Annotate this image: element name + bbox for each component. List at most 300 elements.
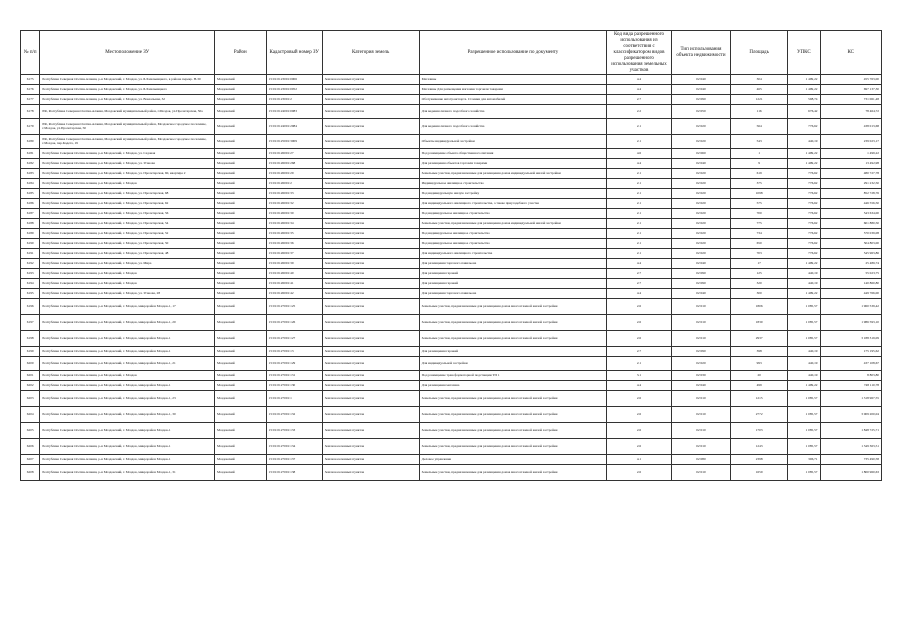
cell-permitted-use: Для размещения торгового павильона: [419, 259, 607, 269]
cell-district: Моздокский: [214, 135, 266, 149]
cell-location: Республика Северная Осетия-Алания, р-н Моздокский, г. Моздок, ул. Пролетарская, 50: [40, 239, 215, 249]
cell-upks: 1 499,22: [788, 289, 820, 299]
cell-area: 1703: [731, 423, 788, 439]
cell-land-category: Земли населенных пунктов: [322, 331, 419, 347]
header-number: № п/п: [21, 31, 40, 75]
cell-number: 6193: [21, 269, 40, 279]
table-row: [21, 259, 882, 269]
cell-location: Республика Северная Осетия-Алания, р-н Моздокский, г. Моздок, ул. Пролетарская, 52: [40, 229, 215, 239]
cell-land-category: Земли населенных пунктов: [322, 299, 419, 315]
cell-ks: 25 486,74: [820, 259, 882, 269]
cell-use-type: 02:040: [671, 159, 730, 169]
cell-permitted-use: Для размещения торгового павильона: [419, 289, 607, 299]
table-row: [21, 179, 882, 189]
cell-cadastral-number: 15:01:0126001:32: [266, 199, 322, 209]
cell-area: 9: [731, 159, 788, 169]
cell-use-code: 4.4: [607, 75, 672, 85]
cell-number: 6178: [21, 105, 40, 119]
cell-cadastral-number: 15:01:0127001:13: [266, 347, 322, 357]
cell-upks: 1 499,22: [788, 75, 820, 85]
cell-cadastral-number: 15:01:0127001:125: [266, 299, 322, 315]
cell-use-code: 4.4: [607, 85, 672, 95]
cell-location: Республика Северная Осетия-Алания, р-н Моздокский, г. Моздок, микрорайон Моздок-1, 23: [40, 391, 215, 407]
cell-number: 6176: [21, 85, 40, 95]
cell-land-category: Земли населенных пунктов: [322, 239, 419, 249]
table-row: [21, 423, 882, 439]
cell-number: 6184: [21, 179, 40, 189]
cell-district: Моздокский: [214, 219, 266, 229]
cell-permitted-use: Земельные участки, предназначенные для размещения домов многоэтажной жилой застройки: [419, 465, 607, 481]
cell-number: 6208: [21, 465, 40, 481]
cell-land-category: Земли населенных пунктов: [322, 119, 419, 135]
cell-location: Республика Северная Осетия-Алания, р-н Моздокский, г. Моздок, микрорайон Моздок-1, 17: [40, 299, 215, 315]
cell-use-type: 02:020: [671, 189, 730, 199]
cell-district: Моздокский: [214, 229, 266, 239]
cell-use-type: 02:040: [671, 381, 730, 391]
cell-location: Республика Северная Осетия-Алания, р-н Моздокский, г. Моздок, микрорайон Моздок-1: [40, 331, 215, 347]
cell-location: Республика Северная Осетия-Алания, р-н Моздокский, г. Моздок, ул. Пролетарская, 54: [40, 219, 215, 229]
table-row: [21, 299, 882, 315]
cell-land-category: Земли населенных пунктов: [322, 149, 419, 159]
cell-district: Моздокский: [214, 289, 266, 299]
cell-number: 6207: [21, 455, 40, 465]
cell-location: РФ, Республика Северная Осетия-Алания, Моздокский муниципальный район, Моздокское городское поселение, г.Моздок, ул.Пролетарская, 50: [40, 119, 215, 135]
cell-ks: 449 766,00: [820, 289, 882, 299]
cell-area: 20: [731, 371, 788, 381]
table-row: [21, 289, 882, 299]
cell-number: 6194: [21, 279, 40, 289]
cell-land-category: Земли населенных пунктов: [322, 105, 419, 119]
cell-upks: 1 085,57: [788, 465, 820, 481]
table-row: [21, 105, 882, 119]
cell-location: Республика Северная Осетия-Алания, р-н Моздокский, г. Моздок, микрорайон Моздок-1: [40, 423, 215, 439]
cell-upks: 1 085,57: [788, 315, 820, 331]
cell-area: 700: [731, 209, 788, 219]
cell-district: Моздокский: [214, 279, 266, 289]
table-row: [21, 159, 882, 169]
table-row: [21, 119, 882, 135]
cell-cadastral-number: 15:01:0123001:2: [266, 95, 322, 105]
cell-use-type: 02:020: [671, 249, 730, 259]
cell-permitted-use: Земельные участки, предназначенные для размещения домов многоэтажной жилой застройки: [419, 299, 607, 315]
table-row: [21, 381, 882, 391]
cell-land-category: Земли населенных пунктов: [322, 315, 419, 331]
cell-district: Моздокский: [214, 347, 266, 357]
cell-ks: 1 848 725,71: [820, 423, 882, 439]
cell-location: Республика Северная Осетия-Алания, р-н Моздокский, г. Моздок, ул. Вокзальная, 32: [40, 95, 215, 105]
cell-use-code: 2.6: [607, 407, 672, 423]
cell-use-type: 02:010: [671, 407, 730, 423]
cell-use-type: 02:010: [671, 465, 730, 481]
cell-number: 6181: [21, 149, 40, 159]
table-row: [21, 465, 882, 481]
cell-use-code: 2.1: [607, 357, 672, 371]
table-row: [21, 407, 882, 423]
header-upks: УПКС: [788, 31, 820, 75]
cell-area: 703: [731, 249, 788, 259]
cell-district: Моздокский: [214, 179, 266, 189]
cell-use-type: 02:010: [671, 315, 730, 331]
cell-number: 6198: [21, 331, 40, 347]
table-row: [21, 209, 882, 219]
cell-upks: 440,19: [788, 357, 820, 371]
cell-location: Республика Северная Осетия-Алания, р-н Моздокский, г. Моздок, ул. Мира: [40, 259, 215, 269]
table-row: [21, 249, 882, 259]
cell-upks: 440,19: [788, 135, 820, 149]
cell-ks: 239 023,17: [820, 135, 882, 149]
table-row: [21, 455, 882, 465]
cell-land-category: Земли населенных пунктов: [322, 169, 419, 179]
cell-use-type: 02:010: [671, 299, 730, 315]
cell-use-type: 02:010: [671, 331, 730, 347]
cell-cadastral-number: 15:01:0125001:3009: [266, 135, 322, 149]
cell-ks: 1 349 363,51: [820, 439, 882, 455]
cell-ks: 570 039,08: [820, 229, 882, 239]
cell-number: 6182: [21, 159, 40, 169]
cell-upks: 776,62: [788, 219, 820, 229]
cell-permitted-use: Для ведения личного подсобного хозяйства: [419, 119, 607, 135]
cell-district: Моздокский: [214, 423, 266, 439]
cell-ks: 437 108,67: [820, 357, 882, 371]
cell-use-code: 2.6: [607, 299, 672, 315]
cell-land-category: Земли населенных пунктов: [322, 279, 419, 289]
cell-district: Моздокский: [214, 85, 266, 95]
cell-cadastral-number: 15:01:0126001:42: [266, 289, 322, 299]
cell-use-type: 02:020: [671, 199, 730, 209]
cell-district: Моздокский: [214, 149, 266, 159]
cell-upks: 1 499,22: [788, 259, 820, 269]
cell-ks: 1 499,22: [820, 149, 882, 159]
cell-area: 398: [731, 347, 788, 357]
cell-cadastral-number: 15:01:0126001:34: [266, 219, 322, 229]
table-row: [21, 391, 882, 407]
cell-cadastral-number: 15:01:0127001:130: [266, 381, 322, 391]
cell-use-code: 2.6: [607, 439, 672, 455]
cell-permitted-use: Для размещения гаражей: [419, 279, 607, 289]
cell-cadastral-number: 15:01:0126001:29: [266, 169, 322, 179]
cell-area: 320: [731, 279, 788, 289]
cell-use-type: 02:040: [671, 75, 730, 85]
cell-area: 2398: [731, 455, 788, 465]
cell-use-type: 02:090: [671, 347, 730, 357]
cell-location: Республика Северная Осетия-Алания, р-н Моздокский, г. Моздок, ул. Б.Хмельницкого: [40, 85, 215, 95]
cell-use-type: 02:080: [671, 455, 730, 465]
cell-number: 6188: [21, 219, 40, 229]
cell-permitted-use: Магазины Для размещения магазина торговли товарами: [419, 85, 607, 95]
cell-land-category: Земли населенных пунктов: [322, 249, 419, 259]
cell-upks: 776,62: [788, 169, 820, 179]
cell-upks: 1 499,22: [788, 149, 820, 159]
cell-permitted-use: Земельные участки, предназначенные для размещения домов многоэтажной жилой застройки: [419, 391, 607, 407]
cell-use-code: 3.1: [607, 371, 672, 381]
cell-upks: 676,42: [788, 105, 820, 119]
cell-cadastral-number: 15:01:0127001:1: [266, 391, 322, 407]
cell-use-type: 02:040: [671, 289, 730, 299]
cell-area: 564: [731, 119, 788, 135]
cell-permitted-use: Земельные участки, предназначенные для размещения домов многоэтажной жилой застройки: [419, 407, 607, 423]
cell-permitted-use: Под индивидуальное жилищное строительство: [419, 209, 607, 219]
cell-cadastral-number: 15:01:0124001:0083: [266, 105, 322, 119]
cell-ks: 291 232,50: [820, 179, 882, 189]
cell-permitted-use: Для размещения гаражей: [419, 269, 607, 279]
cell-use-code: 2.2: [607, 105, 672, 119]
cell-area: 1221: [731, 95, 788, 105]
cell-location: РФ, Республика Северная Осетия-Алания, Моздокский муниципальный район, г.Моздок, ул.Пролетарская, 50а: [40, 105, 215, 119]
cell-land-category: Земли населенных пунктов: [322, 159, 419, 169]
cell-upks: 1 499,22: [788, 381, 820, 391]
cell-ks: 748 110,78: [820, 381, 882, 391]
table-row: [21, 239, 882, 249]
cell-use-code: 2.1: [607, 239, 672, 249]
table-row: [21, 347, 882, 357]
cell-use-type: 02:020: [671, 209, 730, 219]
cell-number: 6206: [21, 439, 40, 455]
cell-use-type: 02:030: [671, 371, 730, 381]
cell-use-type: 02:040: [671, 259, 730, 269]
cell-ks: 504 803,00: [820, 239, 882, 249]
cell-number: 6179: [21, 119, 40, 135]
cell-cadastral-number: 15:01:0124001:2984: [266, 119, 322, 135]
cell-upks: 776,62: [788, 229, 820, 239]
cell-upks: 1 085,57: [788, 407, 820, 423]
cell-upks: 776,62: [788, 189, 820, 199]
cell-ks: 1 986 593,10: [820, 315, 882, 331]
cell-location: Республика Северная Осетия-Алания, р-н Моздокский, г. Моздок: [40, 371, 215, 381]
cell-area: 575: [731, 199, 788, 209]
cell-permitted-use: Под индивидуальное жилищное строительство: [419, 239, 607, 249]
cell-district: Моздокский: [214, 169, 266, 179]
cell-number: 6199: [21, 347, 40, 357]
cell-cadastral-number: 15:01:0127001:137: [266, 455, 322, 465]
cell-upks: 1 085,57: [788, 299, 820, 315]
cell-district: Моздокский: [214, 105, 266, 119]
cell-location: Республика Северная Осетия-Алания, р-н Моздокский, г. Моздок, ул. Усанова: [40, 159, 215, 169]
table-row: [21, 169, 882, 179]
cell-area: 775: [731, 219, 788, 229]
cell-upks: 440,19: [788, 347, 820, 357]
cell-area: 734: [731, 229, 788, 239]
cell-cadastral-number: 15:01:0126001:41: [266, 279, 322, 289]
cell-upks: 776,62: [788, 199, 820, 209]
cell-ks: 1 960 539,42: [820, 299, 882, 315]
cell-use-code: 2.1: [607, 119, 672, 135]
cell-land-category: Земли населенных пунктов: [322, 229, 419, 239]
table-row: [21, 95, 882, 105]
cell-district: Моздокский: [214, 315, 266, 331]
cell-permitted-use: Деловое управление: [419, 455, 607, 465]
cell-land-category: Земли населенных пунктов: [322, 371, 419, 381]
cell-ks: 446 556,50: [820, 199, 882, 209]
cell-use-type: 02:010: [671, 439, 730, 455]
cell-upks: 1 499,22: [788, 159, 820, 169]
cell-use-code: 2.6: [607, 331, 672, 347]
table-row: [21, 189, 882, 199]
header-location: Местоположение ЗУ: [40, 31, 215, 75]
cell-use-code: 4.4: [607, 381, 672, 391]
cell-land-category: Земли населенных пунктов: [322, 455, 419, 465]
cell-number: 6196: [21, 299, 40, 315]
cadastral-value-table: [20, 30, 882, 481]
cell-cadastral-number: 15:01:0126001:27: [266, 149, 322, 159]
cell-district: Моздокский: [214, 407, 266, 423]
cell-permitted-use: Земельные участки, предназначенные для размещения домов индивидуальной жилой застройки: [419, 219, 607, 229]
cell-permitted-use: Под размещение трансформаторной подстанции ТП 1: [419, 371, 607, 381]
cell-number: 6175: [21, 75, 40, 85]
cell-area: 499: [731, 381, 788, 391]
cell-use-code: 2.6: [607, 315, 672, 331]
table-row: [21, 229, 882, 239]
cell-district: Моздокский: [214, 209, 266, 219]
cell-district: Моздокский: [214, 249, 266, 259]
cell-upks: 776,62: [788, 179, 820, 189]
cell-use-type: 02:050: [671, 105, 730, 119]
cell-location: Республика Северная Осетия-Алания, р-н Моздокский, г. Моздок, ул. Пролетарская, 48: [40, 249, 215, 259]
cell-location: Республика Северная Осетия-Алания, р-н Моздокский, г. Моздок, ул. Усанова, 28: [40, 289, 215, 299]
cell-land-category: Земли населенных пунктов: [322, 85, 419, 95]
cell-ks: 78 464,72: [820, 105, 882, 119]
cell-permitted-use: Магазины: [419, 75, 607, 85]
cell-cadastral-number: 15:01:0126001:30: [266, 209, 322, 219]
cell-cadastral-number: 15:01:0123001:0052: [266, 85, 322, 95]
cell-permitted-use: Обслуживание автотранспорта. Стоянки для автомобилей: [419, 95, 607, 105]
cell-area: 465: [731, 85, 788, 95]
header-use-type: Тип использования объекта недвижимости: [671, 31, 730, 75]
cell-district: Моздокский: [214, 269, 266, 279]
cell-ks: 13 492,98: [820, 159, 882, 169]
cell-area: 304: [731, 75, 788, 85]
header-district: Район: [214, 31, 266, 75]
cell-land-category: Земли населенных пунктов: [322, 347, 419, 357]
cell-use-type: 02:020: [671, 135, 730, 149]
header-permitted-use: Разрешенное использование по документу: [419, 31, 607, 75]
cell-area: 619: [731, 169, 788, 179]
cell-use-code: 4.6: [607, 149, 672, 159]
cell-land-category: Земли населенных пунктов: [322, 391, 419, 407]
cell-area: 1215: [731, 391, 788, 407]
cell-number: 6202: [21, 381, 40, 391]
cell-use-code: 2.6: [607, 391, 672, 407]
cell-permitted-use: Земельные участки, предназначенные для размещения домов многоэтажной жилой застройки: [419, 315, 607, 331]
cell-use-code: 4.4: [607, 259, 672, 269]
cell-ks: 8 803,80: [820, 371, 882, 381]
cell-number: 6205: [21, 423, 40, 439]
cell-number: 6177: [21, 95, 40, 105]
cell-area: 650: [731, 239, 788, 249]
cell-land-category: Земли населенных пунктов: [322, 219, 419, 229]
cell-permitted-use: Земельные участки, предназначенные для размещения домов многоэтажной жилой застройки: [419, 439, 607, 455]
cell-cadastral-number: 15:01:0126001:37: [266, 249, 322, 259]
cell-upks: 1 499,22: [788, 85, 820, 95]
cell-land-category: Земли населенных пунктов: [322, 95, 419, 105]
cell-permitted-use: Земельные участки, предназначенные для размещения домов многоэтажной жилой застройки: [419, 331, 607, 347]
cell-permitted-use: Под индивидуальное жилищное строительство: [419, 229, 607, 239]
cell-area: 1830: [731, 315, 788, 331]
cell-location: Республика Северная Осетия-Алания, р-н Моздокский, г. Моздок, микрорайон Моздок-1, 20: [40, 315, 215, 331]
table-row: [21, 371, 882, 381]
cell-area: 1806: [731, 299, 788, 315]
cell-district: Моздокский: [214, 119, 266, 135]
cell-use-code: 2.1: [607, 179, 672, 189]
cell-district: Моздокский: [214, 189, 266, 199]
cell-location: Республика Северная Осетия-Алания, р-н Моздокский, г. Моздок: [40, 269, 215, 279]
cell-location: Республика Северная Осетия-Алания, р-н Моздокский, г. Моздок, микрорайон Моздок-1, 30: [40, 407, 215, 423]
cell-permitted-use: Для размещения магазина: [419, 381, 607, 391]
cell-location: Республика Северная Осетия-Алания, р-н Моздокский, г. Моздок: [40, 279, 215, 289]
cell-use-code: 2.6: [607, 423, 672, 439]
cell-land-category: Земли населенных пунктов: [322, 135, 419, 149]
cell-upks: 776,62: [788, 119, 820, 135]
cell-cadastral-number: 15:01:0126001:35: [266, 229, 322, 239]
cell-district: Моздокский: [214, 95, 266, 105]
cell-cadastral-number: 15:01:0126001:268: [266, 159, 322, 169]
cell-upks: 776,62: [788, 209, 820, 219]
cell-location: Республика Северная Осетия-Алания, р-н Моздокский, г. Моздок, ул. Пролетарская, 68: [40, 189, 215, 199]
cell-use-code: 4.1: [607, 455, 672, 465]
cell-district: Моздокский: [214, 159, 266, 169]
cell-ks: 1 318 967,55: [820, 391, 882, 407]
cell-ks: 852 728,76: [820, 189, 882, 199]
cell-upks: 598,74: [788, 95, 820, 105]
cell-district: Моздокский: [214, 331, 266, 347]
cell-ks: 545 963,86: [820, 249, 882, 259]
header-use-code: Код вида разрешенного использования из соответствия с классификатором видов разрешенного использования земельных участков: [607, 31, 672, 75]
cell-number: 6200: [21, 357, 40, 371]
cell-use-type: 02:090: [671, 269, 730, 279]
cell-district: Моздокский: [214, 465, 266, 481]
table-row: [21, 279, 882, 289]
cell-use-type: 02:020: [671, 357, 730, 371]
cell-upks: 440,19: [788, 279, 820, 289]
table-row: [21, 331, 882, 347]
cell-area: 2937: [731, 331, 788, 347]
cell-area: 1098: [731, 189, 788, 199]
cell-use-type: 02:020: [671, 169, 730, 179]
cell-use-code: 2.1: [607, 209, 672, 219]
cell-location: Республика Северная Осетия-Алания, р-н Моздокский, г. Моздок, ул. Садовая: [40, 149, 215, 159]
cell-location: Республика Северная Осетия-Алания, р-н Моздокский, г. Моздок, микрорайон Моздок-1: [40, 381, 215, 391]
cell-cadastral-number: 15:01:0127001:127: [266, 331, 322, 347]
cell-area: 116: [731, 105, 788, 119]
cell-number: 6204: [21, 407, 40, 423]
table-row: [21, 149, 882, 159]
cell-use-code: 2.1: [607, 229, 672, 239]
cell-district: Моздокский: [214, 357, 266, 371]
cell-use-code: 2.7: [607, 279, 672, 289]
cell-permitted-use: Для размещения гаражей: [419, 347, 607, 357]
cell-land-category: Земли населенных пунктов: [322, 259, 419, 269]
cell-number: 6203: [21, 391, 40, 407]
cell-permitted-use: Объекты индивидуальной застройки: [419, 135, 607, 149]
cell-land-category: Земли населенных пунктов: [322, 423, 419, 439]
cell-ks: 438 013,68: [820, 119, 882, 135]
cell-location: Республика Северная Осетия-Алания, р-н Моздокский, г. Моздок, ул. Пролетарская, 56: [40, 209, 215, 219]
cell-number: 6189: [21, 229, 40, 239]
table-row: [21, 315, 882, 331]
cell-area: 300: [731, 289, 788, 299]
cell-upks: 1 085,57: [788, 331, 820, 347]
cell-use-code: 2.7: [607, 347, 672, 357]
cell-use-type: 02:090: [671, 95, 730, 105]
cell-cadastral-number: 15:01:0127001:133: [266, 423, 322, 439]
cell-district: Моздокский: [214, 239, 266, 249]
cell-area: 1: [731, 149, 788, 159]
cell-area: 993: [731, 357, 788, 371]
cell-number: 6190: [21, 239, 40, 249]
table-row: [21, 439, 882, 455]
cell-ks: 3 009 200,04: [820, 407, 882, 423]
cell-location: Республика Северная Осетия-Алания, р-н Моздокский, г. Моздок, ул. Пролетарская, 60, квартира 2: [40, 169, 215, 179]
cell-upks: 440,19: [788, 371, 820, 381]
